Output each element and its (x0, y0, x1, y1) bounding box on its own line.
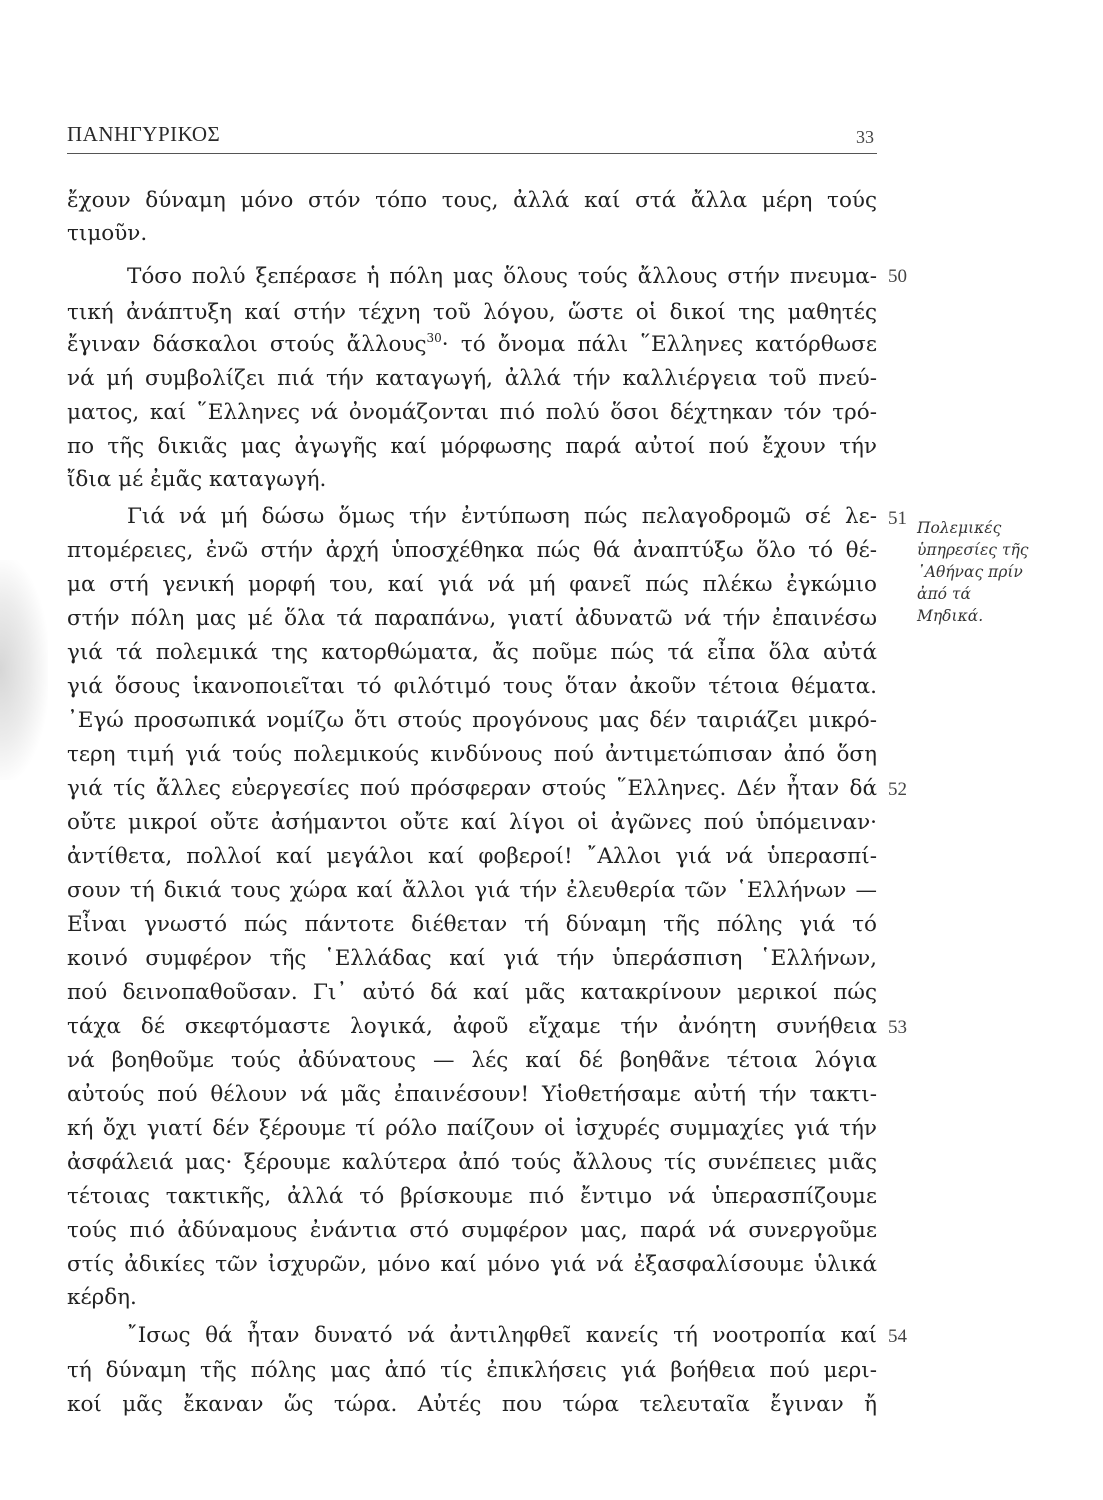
text-line: αὐτούς πού θέλουν νά μᾶς ἐπαινέσουν! Υἱοθετήσαμε αὐτή τήν τακτι- (67, 1082, 877, 1107)
text-line: στίς ἀδικίες τῶν ἰσχυρῶν, μόνο καί μόνο γιά νά ἐξασφαλίσουμε ὑλικά (67, 1252, 877, 1277)
text-fragment: ἔγιναν δάσκαλοι στούς ἄλλους (67, 332, 427, 357)
margin-note (917, 517, 1077, 627)
text-line: νά μή συμβολίζει πιά τήν καταγωγή, ἀλλά τήν καλλιέργεια τοῦ πνεύ- (67, 366, 877, 391)
text-line: κοί μᾶς ἔκαναν ὥς τώρα. Αὐτές που τώρα τελευταῖα ἔγιναν ἤ (67, 1392, 877, 1417)
section-number: 54 (888, 1326, 907, 1347)
text-line: ματος, καί ῞Ελληνες νά ὀνομάζονται πιό πολύ ὅσοι δέχτηκαν τόν τρό- (67, 400, 877, 425)
text-line: γιά τά πολεμικά της κατορθώματα, ἄς ποῦμε πώς τά εἶπα ὅλα αὐτά (67, 640, 877, 665)
text-line: ἴδια μέ ἐμᾶς καταγωγή. (67, 467, 327, 492)
text-line: ἔχουν δύναμη μόνο στόν τόπο τους, ἀλλά καί στά ἄλλα μέρη τούς (67, 188, 877, 213)
margin-note-line: ὑπηρεσίες τῆς (917, 541, 1029, 559)
scan-shadow (0, 560, 48, 780)
running-header-title: ΠΑΝΗΓΥΡΙΚΟΣ (67, 122, 221, 146)
section-number: 53 (888, 1017, 907, 1038)
text-line: πτομέρειες, ἐνῶ στήν ἀρχή ὑποσχέθηκα πώς θά ἀναπτύξω ὅλο τό θέ- (67, 538, 877, 563)
margin-note-line: ἀπό τά (917, 585, 971, 603)
section-number: 50 (888, 266, 907, 287)
text-line: τούς πιό ἀδύναμους ἐνάντια στό συμφέρον μας, παρά νά συνεργοῦμε (67, 1218, 877, 1243)
text-line: μα στή γενική μορφή του, καί γιά νά μή φανεῖ πώς πλέκω ἐγκώμιο (67, 572, 877, 597)
margin-note-line: Μηδικά. (917, 607, 984, 625)
margin-note-line: Πολεμικές (917, 519, 1002, 537)
text-line: τική ἀνάπτυξη καί στήν τέχνη τοῦ λόγου, ὥστε οἱ δικοί της μαθητές (67, 300, 877, 325)
text-line (67, 330, 877, 360)
text-line: Εἶναι γνωστό πώς πάντοτε διέθεταν τή δύναμη τῆς πόλης γιά τό (67, 912, 877, 937)
text-line: ᾿Εγώ προσωπικά νομίζω ὅτι στούς προγόνους μας δέν ταιριάζει μικρό- (67, 708, 877, 733)
text-line: γιά ὅσους ἱκανοποιεῖται τό φιλότιμό τους ὅταν ἀκοῦν τέτοια θέματα. (67, 674, 877, 699)
text-line: νά βοηθοῦμε τούς ἀδύνατους — λές καί δέ βοηθᾶνε τέτοια λόγια (67, 1048, 877, 1073)
text-line: Γιά νά μή δώσω ὅμως τήν ἐντύπωση πώς πελαγοδρομῶ σέ λε- (127, 504, 877, 529)
header-rule (67, 153, 877, 154)
text-line: ῎Ισως θά ἦταν δυνατό νά ἀντιληφθεῖ κανείς τή νοοτροπία καί (127, 1323, 877, 1348)
text-line: γιά τίς ἄλλες εὐεργεσίες πού πρόσφεραν στούς ῞Ελληνες. Δέν ἦταν δά (67, 776, 877, 801)
text-line: οὔτε μικροί οὔτε ἀσήμαντοι οὔτε καί λίγοι οἱ ἀγῶνες πού ὑπόμειναν· (67, 810, 877, 835)
text-fragment: · (441, 332, 449, 357)
text-line: στήν πόλη μας μέ ὅλα τά παραπάνω, γιατί ἀδυνατῶ νά τήν ἐπαινέσω (67, 606, 877, 631)
section-number: 52 (888, 779, 907, 800)
text-line: ἀντίθετα, πολλοί καί μεγάλοι καί φοβεροί! ῎Αλλοι γιά νά ὑπερασπί- (67, 844, 877, 869)
section-number: 51 (888, 508, 907, 529)
text-line: κή ὄχι γιατί δέν ξέρουμε τί ρόλο παίζουν οἱ ἰσχυρές συμμαχίες γιά τήν (67, 1116, 877, 1141)
page-number: 33 (856, 127, 874, 147)
text-line: τή δύναμη τῆς πόλης μας ἀπό τίς ἐπικλήσεις γιά βοήθεια πού μερι- (67, 1358, 877, 1383)
text-line: τιμοῦν. (67, 221, 148, 246)
text-line: πού δεινοπαθοῦσαν. Γι᾿ αὐτό δά καί μᾶς κατακρίνουν μερικοί πώς (67, 980, 877, 1005)
text-line: ἀσφάλειά μας· ξέρουμε καλύτερα ἀπό τούς ἄλλους τίς συνέπειες μιᾶς (67, 1150, 877, 1175)
text-line: κέρδη. (67, 1285, 137, 1310)
text-fragment: τό ὄνομα πάλι ῞Ελληνες κατόρθωσε (460, 332, 878, 357)
footnote-ref: 30 (426, 331, 442, 345)
margin-note-line: ᾿Αθήνας πρίν (917, 563, 1023, 581)
text-line: Τόσο πολύ ξεπέρασε ἡ πόλη μας ὅλους τούς ἄλλους στήν πνευμα- (127, 264, 877, 289)
text-line: κοινό συμφέρον τῆς ῾Ελλάδας καί γιά τήν ὑπεράσπιση ῾Ελλήνων, (67, 946, 877, 971)
text-line: τερη τιμή γιά τούς πολεμικούς κινδύνους πού ἀντιμετώπισαν ἀπό ὅση (67, 742, 877, 767)
text-line: τάχα δέ σκεφτόμαστε λογικά, ἀφοῦ εἴχαμε τήν ἀνόητη συνήθεια (67, 1014, 877, 1039)
text-line: σουν τή δικιά τους χώρα καί ἄλλοι γιά τήν ἐλευθερία τῶν ῾Ελλήνων — (67, 878, 877, 903)
text-line: τέτοιας τακτικῆς, ἀλλά τό βρίσκουμε πιό ἔντιμο νά ὑπερασπίζουμε (67, 1184, 877, 1209)
text-line: πο τῆς δικιᾶς μας ἀγωγῆς καί μόρφωσης παρά αὐτοί πού ἔχουν τήν (67, 434, 877, 459)
